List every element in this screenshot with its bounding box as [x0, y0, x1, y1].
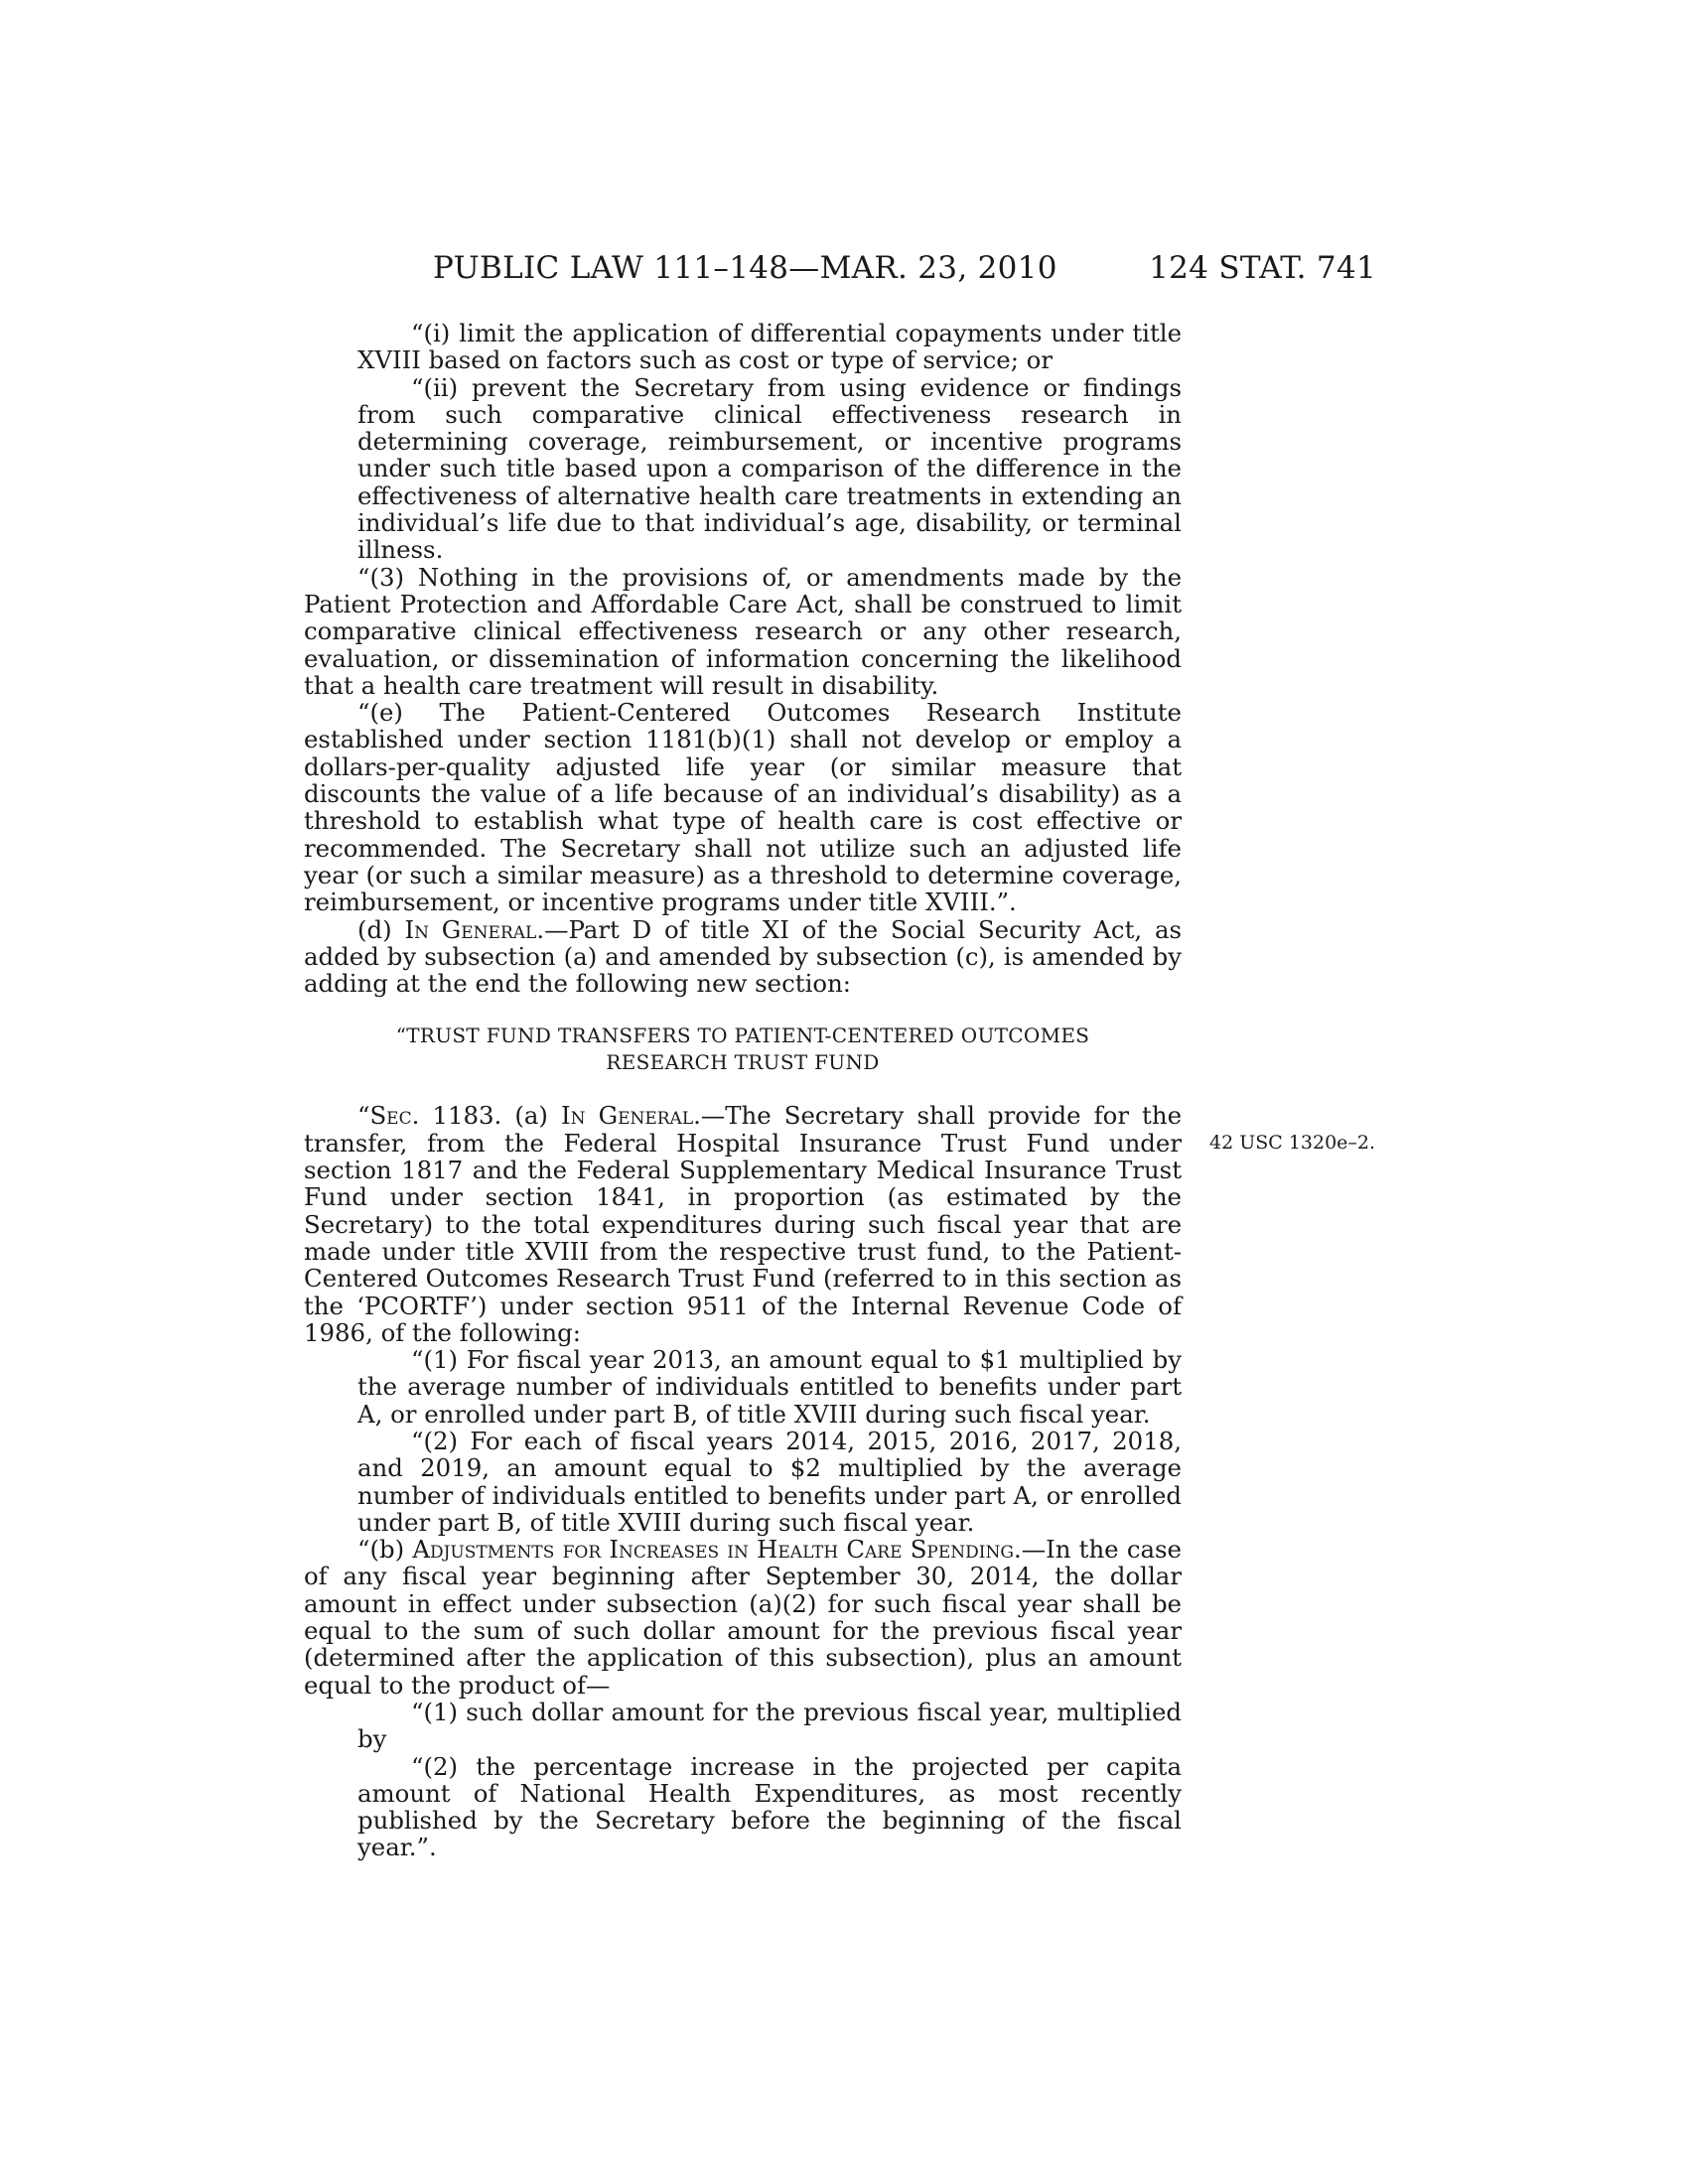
- document-body: [304, 320, 1182, 1861]
- subsection-b: [304, 1536, 1182, 1699]
- section-heading-line-2: RESEARCH TRUST FUND: [606, 1050, 880, 1075]
- clause-ii: “(ii) prevent the Secretary from using evidence or findings from such comparative clinical effectiveness research in determining coverage, reimbursement, or incentive programs under such title based upon a comparison of the difference in the effectiveness of alternative health care treatments in extending an individual’s life due to that individual’s age, disability, or terminal illness.: [357, 372, 1182, 565]
- paragraph-3: “(3) Nothing in the provisions of, or amendments made by the Patient Protection and Affordable Care Act, shall be construed to limit comparative clinical effectiveness research or any other research, evaluation, or dissemination of information concerning the likelihood that a health care treatment will result in disability.: [304, 562, 1182, 700]
- subsection-d-label: (d): [357, 914, 392, 944]
- subsection-d-text: —Part D of title XI of the Social Security Act, as added by subsection (a) and amended by subsection (c), is amended by adding at the end the following new section:: [304, 914, 1182, 999]
- sec-1183-text: —The Secretary shall provide for the transfer, from the Federal Hospital Insurance Trust Fund under section 1817 and the Federal Supplementary Medical Insurance Trust Fund under section 1841, in proportion (as estimated by the Secretary) to the total expenditures during such fiscal year that are made under title XVIII from the respective trust fund, to the Patient-Centered Outcomes Research Trust Fund (referred to in this section as the ‘PCORTF’) under section 9511 of the Internal Revenue Code of 1986, of the following:: [304, 1101, 1183, 1347]
- subsection-b-item-1: “(1) such dollar amount for the previous fiscal year, multiplied by: [357, 1697, 1182, 1754]
- law-citation: PUBLIC LAW 111–148—MAR. 23, 2010: [433, 250, 1057, 286]
- sec-1183-heading: In General.: [561, 1101, 701, 1131]
- subsection-b-label: “(b): [357, 1535, 405, 1565]
- sec-label: “Sec.: [357, 1101, 420, 1131]
- usc-marginal-note: 42 USC 1320e–2.: [1209, 1132, 1376, 1154]
- sec-number: 1183. (a): [432, 1101, 548, 1131]
- clause-i: “(i) limit the application of differential copayments under title XVIII based on factors such as cost or type of service; or: [357, 319, 1182, 375]
- page-header: [433, 250, 1376, 290]
- sec-1183-subsection-a: [304, 1102, 1182, 1346]
- subsection-d-heading: In General.: [404, 914, 545, 944]
- sec-1183-item-1: “(1) For fiscal year 2013, an amount equal to $1 multiplied by the average number of individuals entitled to benefits under part A, or enrolled under part B, of title XVIII during such fiscal year.: [357, 1345, 1182, 1429]
- subsection-d: [304, 916, 1182, 998]
- section-heading: [304, 1023, 1182, 1076]
- subsection-b-heading: Adjustments for Increases in Health Care Spending.: [412, 1535, 1022, 1565]
- subsection-b-text: —In the case of any fiscal year beginning after September 30, 2014, the dollar amount in effect under subsection (a)(2) for such fiscal year shall be equal to the sum of such dollar amount for the previous fiscal year (determined after the application of this subsection), plus an amount equal to the product of—: [304, 1535, 1182, 1700]
- sec-1183-item-2: “(2) For each of fiscal years 2014, 2015, 2016, 2017, 2018, and 2019, an amount equal to $2 multiplied by the average number of individuals entitled to benefits under part A, or enrolled under part B, of title XVIII during such fiscal year.: [357, 1426, 1182, 1537]
- section-heading-line-1: “TRUST FUND TRANSFERS TO PATIENT-CENTERED OUTCOMES: [395, 1024, 1090, 1048]
- subsection-b-item-2: “(2) the percentage increase in the projected per capita amount of National Health Expenditures, as most recently published by the Secretary before the beginning of the fiscal year.”.: [357, 1751, 1182, 1862]
- stat-citation: 124 STAT. 741: [1149, 250, 1376, 286]
- subsection-e: “(e) The Patient-Centered Outcomes Research Institute established under section 1181(b)(1) shall not develop or employ a dollars-per-quality adjusted life year (or similar measure that discounts the value of a life because of an individual’s disability) as a threshold to establish what type of health care is cost effective or recommended. The Secretary shall not utilize such an adjusted life year (or such a similar measure) as a threshold to determine coverage, reimbursement, or incentive programs under title XVIII.”.: [304, 698, 1182, 917]
